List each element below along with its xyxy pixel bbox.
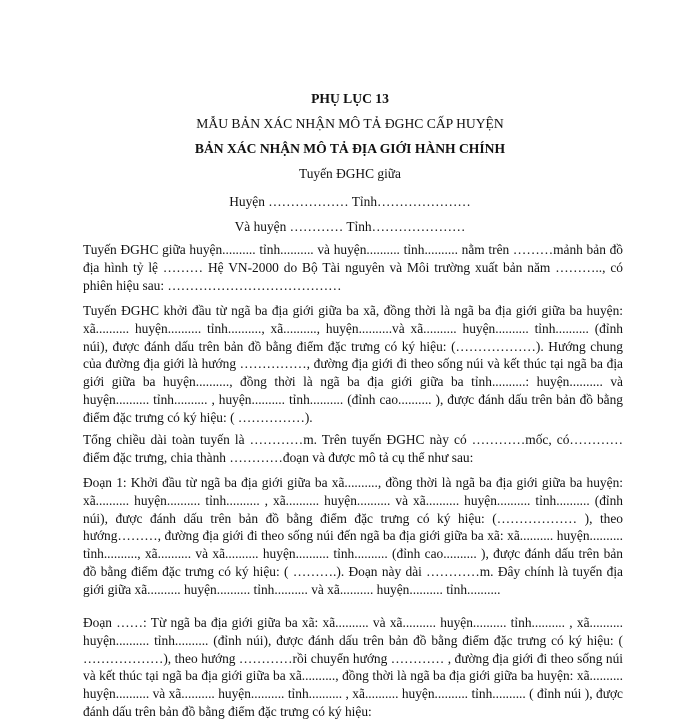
- appendix-title: PHỤ LỤC 13: [311, 91, 389, 106]
- paragraph-total-length: Tổng chiều dài toàn tuyến là …………m. Trên tuyến ĐGHC này có …………mốc, có………… điểm đặc trưng, chia thành …………đoạn và được mô tả cụ thể như sau:: [83, 432, 623, 465]
- route-label: Tuyến ĐGHC giữa: [299, 166, 401, 181]
- main-title: BẢN XÁC NHẬN MÔ TẢ ĐỊA GIỚI HÀNH CHÍNH: [194, 141, 506, 156]
- paragraph-segment-n: Đoạn ……: Từ ngã ba địa giới giữa ba xã: xã.......... và xã.......... huyện.......... tỉnh.......... , xã.......... huyện.......... tỉnh.......... (đỉnh núi), được đánh dấu trên bản đồ bằng điểm đặc trưng có ký hiệu: ( ………………), theo hướng …………rồi chuyển hướng ………… , đường địa giới đi theo sống núi và kết thúc tại ngã ba địa giới giữa ba xã.........., đồng thời là ngã ba địa giới giữa ba huyện: xã.......... huyện.......... và xã.......... huyện.......... tỉnh.......... , xã.......... huyện.......... tỉnh.......... ( đỉnh núi ), được đánh dấu trên bản đồ bằng điểm đặc trưng có ký hiệu:: [83, 615, 623, 719]
- paragraph-map-info: Tuyến ĐGHC giữa huyện.......... tỉnh.......... và huyện.......... tỉnh.......... nằm trên ………mảnh bản đồ địa hình tỷ lệ ……… Hệ VN-2000 do Bộ Tài nguyên và Môi trường xuất bản năm ……….., có phiên hiệu sau: …………………………………: [83, 242, 623, 293]
- district-line-1: Huyện ……………… Tỉnh…………………: [229, 194, 471, 209]
- paragraph-segment-1: Đoạn 1: Khởi đầu từ ngã ba địa giới giữa ba xã.........., đồng thời là ngã ba địa giới giữa ba huyện: xã.......... huyện.......... tỉnh.......... , xã.......... huyện.......... và xã.......... huyện.......... tỉnh.......... (đỉnh núi), được đánh dấu trên bản đồ bằng điểm đặc trưng có ký hiệu: (……………… ), theo hướng………, đường địa giới đi theo sống núi đến ngã ba địa giới giữa ba xã: xã.......... huyện.......... tỉnh.........., xã.......... và xã.......... huyện.......... tỉnh.......... (đỉnh cao.......... ), được đánh dấu trên bản đồ bằng điểm đặc trưng có ký hiệu: ( ……….). Đoạn này dài …………m. Đây chính là tuyến địa giới giữa xã.......... huyện.......... tỉnh.......... và xã.......... huyện.......... tỉnh..........: [83, 475, 623, 597]
- form-title: MẪU BẢN XÁC NHẬN MÔ TẢ ĐGHC CẤP HUYỆN: [196, 116, 504, 131]
- district-line-2: Và huyện ………… Tỉnh…………………: [234, 219, 466, 234]
- paragraph-route-start: Tuyến ĐGHC khởi đầu từ ngã ba địa giới giữa ba xã, đồng thời là ngã ba địa giới giữa ba huyện: xã.......... huyện.......... tỉnh.........., xã.........., huyện..........và xã.......... huyện.......... tỉnh.......... (đỉnh núi), được đánh dấu trên bản đồ bằng điểm đặc trưng có ký hiệu: (………………). Hướng chung của đường địa giới là hướng ……………, đường địa giới đi theo sống núi và kết thúc tại ngã ba địa giới giữa ba huyện.........., đồng thời là ngã ba địa giới giữa ba tỉnh..........: huyện.......... và huyện.......... tỉnh.......... , huyện.......... tỉnh.......... (đỉnh cao.......... ), được đánh dấu trên bản đồ bằng điểm đặc trưng có ký hiệu: ( ……………).: [83, 303, 623, 425]
